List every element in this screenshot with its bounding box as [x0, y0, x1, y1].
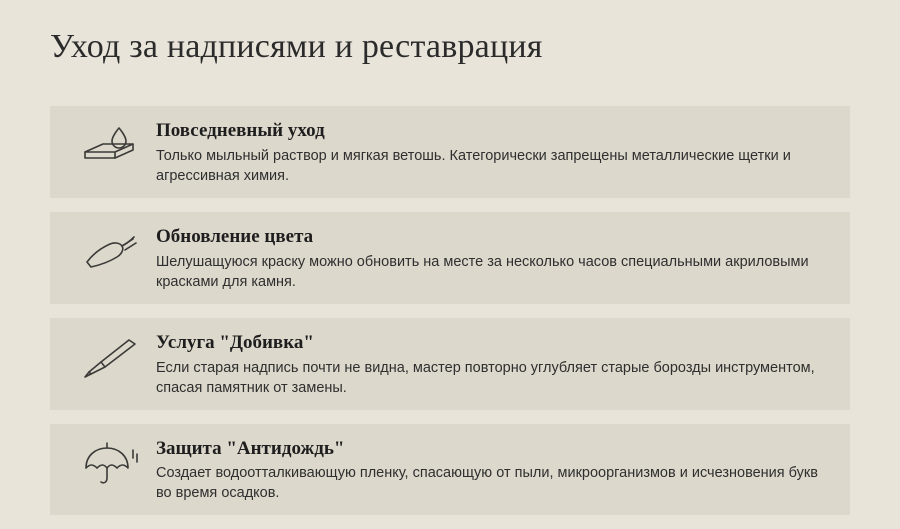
paintbrush-icon [64, 224, 156, 280]
card-body [156, 224, 836, 292]
card-body [156, 118, 836, 186]
card-body [156, 330, 836, 398]
list-item [50, 424, 850, 516]
card-body [156, 436, 836, 504]
card-title: Защита "Антидождь" [156, 437, 345, 459]
water-drop-on-stone-icon [64, 118, 156, 174]
list-item [50, 318, 850, 410]
card-text: Шелушащуюся краску можно обновить на месте за несколько часов специальными акриловыми красками для камня. [156, 253, 809, 290]
page-title: Уход за надписями и реставрация [50, 28, 543, 65]
card-title: Обновление цвета [156, 225, 314, 247]
list-item [50, 106, 850, 198]
card-title: Услуга "Добивка" [156, 331, 314, 353]
card-text: Если старая надпись почти не видна, мастер повторно углубляет старые борозды инструментом, спасая памятник от замены. [156, 359, 815, 396]
card-title: Повседневный уход [156, 120, 325, 141]
chisel-icon [64, 330, 156, 386]
umbrella-icon [64, 436, 156, 492]
care-cards-list [50, 106, 850, 529]
card-text: Только мыльный раствор и мягкая ветошь. Категорически запрещены металлические щетки и агрессивная химия. [156, 147, 791, 184]
card-text: Создает водоотталкивающую пленку, спасающую от пыли, микроорганизмов и исчезновения букв во время осадков. [156, 465, 818, 502]
list-item [50, 212, 850, 304]
